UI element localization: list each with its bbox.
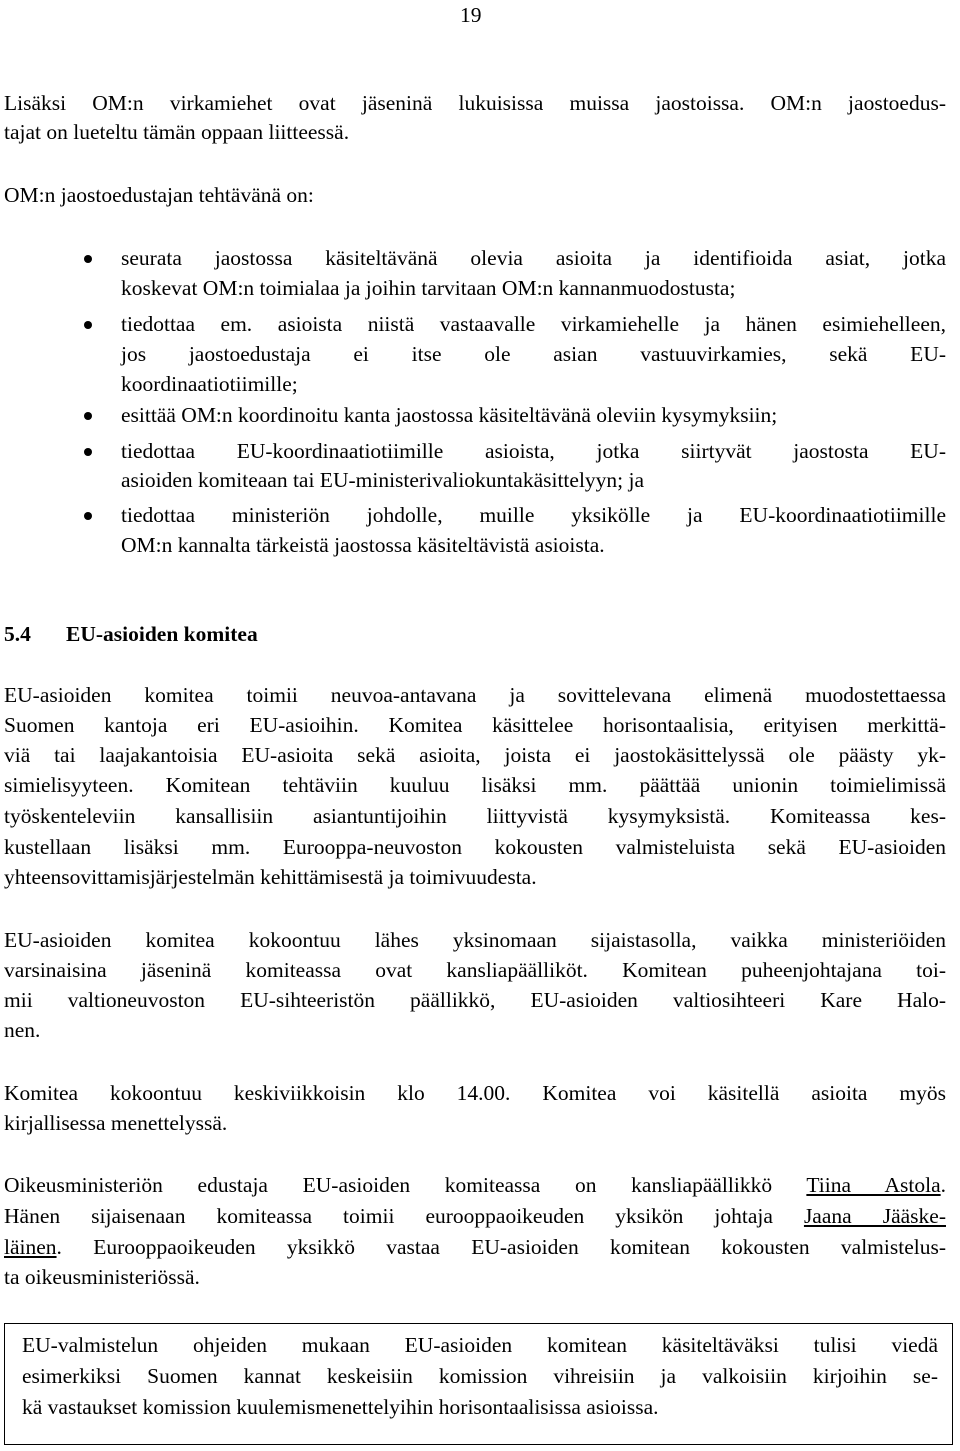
paragraph-line: EU-asioiden komitea kokoontuu lähes yksinomaan sijaistasolla, vaikka ministeriöiden <box>4 928 946 952</box>
bullet-dot <box>84 448 92 456</box>
bullet-line: tiedottaa EU-koordinaatiotiimille asioista, jotka siirtyvät jaostosta EU- <box>121 439 946 463</box>
bullet-line: tiedottaa ministeriön johdolle, muille yksikölle ja EU-koordinaatiotiimille <box>121 503 946 527</box>
paragraph-line: kustellaan lisäksi mm. Eurooppa-neuvoston kokousten valmisteluista sekä EU-asioiden <box>4 835 946 859</box>
bullet-dot <box>84 412 92 420</box>
intro-line: tajat on lueteltu tämän oppaan liitteessä. <box>4 120 350 144</box>
person-name-jaana-jaaskelainen: Jaana Jääske- <box>803 1204 946 1228</box>
note-line: EU-valmistelun ohjeiden mukaan EU-asioiden komitean käsiteltäväksi tulisi viedä <box>22 1333 938 1357</box>
paragraph-line: työskenteleviin kansallisiin asiantuntijoihin liittyvistä kysymyksistä. Komiteassa kes- <box>4 804 946 828</box>
paragraph-line: EU-asioiden komitea toimii neuvoa-antavana ja sovittelevana elimenä muodostettaessa <box>4 683 946 707</box>
intro-line: Lisäksi OM:n virkamiehet ovat jäseninä lukuisissa muissa jaostoissa. OM:n jaostoedus- <box>4 91 946 115</box>
bullet-line: OM:n kannalta tärkeistä jaostossa käsiteltävistä asioista. <box>121 533 605 557</box>
page-number: 19 <box>460 3 482 27</box>
bullet-dot <box>84 255 92 263</box>
paragraph-line: Suomen kantoja eri EU-asioihin. Komitea käsittelee horisontaalisia, erityisen merkittä- <box>4 713 946 737</box>
paragraph-text: Oikeusministeriön edustaja EU-asioiden komiteassa on kansliapäällikkö <box>4 1173 807 1197</box>
section-title: EU-asioiden komitea <box>66 622 258 646</box>
bullet-dot <box>84 512 92 520</box>
note-box <box>4 1323 953 1445</box>
paragraph-line: yhteensovittamisjärjestelmän kehittämisestä ja toimivuudesta. <box>4 865 537 889</box>
bullet-line: tiedottaa em. asioista niistä vastaavalle virkamiehelle ja hänen esimiehelleen, <box>121 312 946 336</box>
person-name-tiina-astola: Tiina Astola <box>806 1173 941 1197</box>
bullet-line: seurata jaostossa käsiteltävänä olevia asioita ja identifioida asiat, jotka <box>121 246 946 270</box>
duties-intro: OM:n jaostoedustajan tehtävänä on: <box>4 183 314 207</box>
paragraph-line <box>4 1170 946 1200</box>
bullet-line: asioiden komiteaan tai EU-ministerivaliokuntakäsittelyyn; ja <box>121 468 645 492</box>
paragraph-line: kirjallisessa menettelyssä. <box>4 1111 228 1135</box>
paragraph-text: . <box>940 1173 946 1197</box>
bullet-line: koskevat OM:n toimialaa ja joihin tarvitaan OM:n kannanmuodostusta; <box>121 276 736 300</box>
paragraph-text: Hänen sijaisenaan komiteassa toimii eurooppaoikeuden yksikön johtaja <box>4 1204 804 1228</box>
paragraph-line: ta oikeusministeriössä. <box>4 1265 200 1289</box>
note-line: kä vastaukset komission kuulemismenettelyihin horisontaalisissa asioissa. <box>22 1395 659 1419</box>
paragraph-line <box>4 1232 946 1262</box>
paragraph-line: mii valtioneuvoston EU-sihteeristön päällikkö, EU-asioiden valtiosihteeri Kare Halo- <box>4 988 946 1012</box>
paragraph-line: viä tai laajakantoisia EU-asioita sekä asioita, joista ei jaostokäsittelyssä ole päästy yk- <box>4 743 946 767</box>
paragraph-line <box>4 1201 946 1231</box>
bullet-dot <box>84 321 92 329</box>
paragraph-text: . Eurooppaoikeuden yksikkö vastaa EU-asioiden komitean kokousten valmistelus- <box>56 1235 946 1259</box>
bullet-line: jos jaostoedustaja ei itse ole asian vastuuvirkamies, sekä EU- <box>121 342 946 366</box>
paragraph-line: varsinaisina jäseninä komiteassa ovat kansliapäälliköt. Komitean puheenjohtajana toi- <box>4 958 946 982</box>
paragraph-line: nen. <box>4 1018 41 1042</box>
bullet-line: esittää OM:n koordinoitu kanta jaostossa käsiteltävänä oleviin kysymyksiin; <box>121 403 778 427</box>
person-name-jaana-jaaskelainen-cont: läinen <box>4 1235 57 1259</box>
paragraph-line: Komitea kokoontuu keskiviikkoisin klo 14.00. Komitea voi käsitellä asioita myös <box>4 1081 946 1105</box>
note-line: esimerkiksi Suomen kannat keskeisiin komission vihreisiin ja valkoisiin kirjoihin se- <box>22 1364 938 1388</box>
section-number: 5.4 <box>4 622 31 646</box>
paragraph-line: simielisyyteen. Komitean tehtäviin kuuluu lisäksi mm. päättää unionin toimielimissä <box>4 773 946 797</box>
bullet-line: koordinaatiotiimille; <box>121 372 298 396</box>
